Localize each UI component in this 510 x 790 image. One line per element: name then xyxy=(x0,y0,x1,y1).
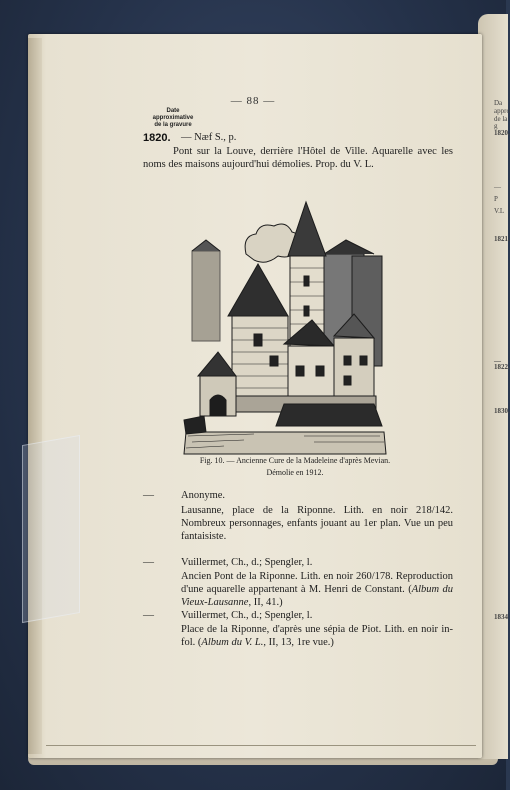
church-illustration xyxy=(184,196,386,454)
main-tower xyxy=(228,264,288,398)
margin-note-line: approximative xyxy=(152,115,194,121)
next-page-fragment: Da xyxy=(494,99,503,107)
next-page-fragment: 1830. xyxy=(494,407,510,415)
next-page-fragment: 1822. xyxy=(494,363,510,371)
next-page-fragment: 1821. xyxy=(494,235,510,243)
entry-dash: — xyxy=(143,489,154,501)
entry-body-italic: Album du Vieux-Lausanne xyxy=(181,584,453,608)
entry-body xyxy=(181,623,453,649)
entry-author: Anonyme. xyxy=(181,490,226,501)
next-page-fragment: V.L xyxy=(494,207,505,215)
entry-dash: — xyxy=(143,609,154,621)
next-page-fragment: P xyxy=(494,195,498,203)
entry-body: Pont sur la Louve, derrière l'Hôtel de Ville. Aquarelle avec les noms des maisons aujourd'hui démolies. Prop. du V. L. xyxy=(143,146,453,170)
margin-note xyxy=(143,108,203,129)
entry-body-text: , II, 13, 1re vue.) xyxy=(263,637,334,648)
page-bottom-rule xyxy=(46,745,476,746)
entry-body-text: Ancien Pont de la Riponne. Lith. en noir 260/178. Reproduction d'une aquarelle appartenant à M. Henri de Constant. ( xyxy=(181,571,453,595)
entry-body: Lausanne, place de la Riponne. Lith. en noir 218/142. Nombreux personnages, enfants jouant au 1er plan. Vue un peu fantaisiste. xyxy=(181,505,453,542)
caption-line: Démolie en 1912. xyxy=(266,468,324,477)
next-page-fragment: — xyxy=(494,183,501,191)
caption-line: Fig. 10. — Ancienne Cure de la Madeleine d'après Mevian. xyxy=(199,456,391,465)
entry-year: 1820. xyxy=(143,132,171,144)
entry-body-text: Place de la Riponne, d'après une sépia de Piot. Lith. en noir in-fol. ( xyxy=(181,624,453,648)
next-page-fragment: de la g xyxy=(494,115,508,130)
entry-body-italic: Album du V. L. xyxy=(201,637,264,648)
entry-author: Vuillermet, Ch., d.; Spengler, l. xyxy=(181,557,313,568)
page-number: — 88 — xyxy=(230,95,276,107)
entry-body xyxy=(181,570,453,609)
acrylic-page-holder xyxy=(22,435,80,623)
figure-caption xyxy=(150,455,440,479)
margin-note-line: de la gravure xyxy=(154,122,192,128)
entry-dash: — xyxy=(143,556,154,568)
entry-body-text: , II, 41.) xyxy=(248,597,283,608)
next-page-fragment: appro xyxy=(494,107,510,115)
margin-note-line: Date xyxy=(166,108,180,114)
next-page-fragment: 1834 xyxy=(494,613,508,621)
entry-author: — Næf S., p. xyxy=(181,132,237,143)
page-gutter-edge xyxy=(28,38,42,754)
entry-author: Vuillermet, Ch., d.; Spengler, l. xyxy=(181,610,313,621)
next-page-fragment: 1820. xyxy=(494,129,510,137)
next-page-fragment: — xyxy=(494,357,501,365)
left-porch xyxy=(198,352,236,416)
next-page-edge xyxy=(478,14,508,759)
